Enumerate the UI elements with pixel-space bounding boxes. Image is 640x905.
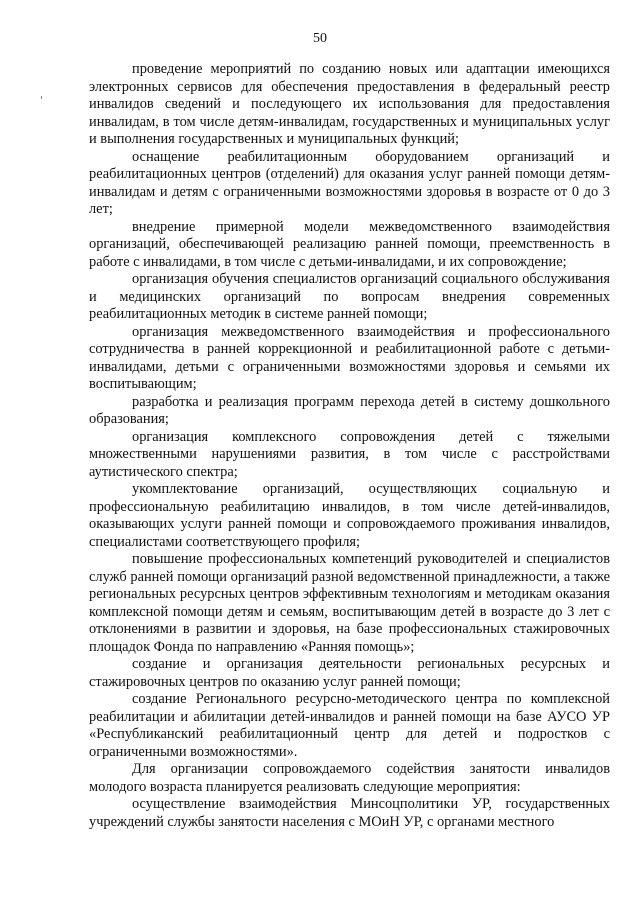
page-number: 50 <box>313 31 327 46</box>
paragraph: Для организации сопровождаемого содействия занятости инвалидов молодого возраста планируется реализовать следующие мероприятия: <box>89 761 610 795</box>
paragraph: организация обучения специалистов организаций социального обслуживания и медицинских организаций по вопросам внедрения современных реабилитационных методик в системе ранней помощи; <box>89 271 610 322</box>
paragraph: создание Регионального ресурсно-методического центра по комплексной реабилитации и абилитации детей-инвалидов и ранней помощи на базе АУСО УР «Республиканский реабилитационный центр для детей и подростков с ограниченными возможностями». <box>89 691 610 760</box>
paragraph: внедрение примерной модели межведомственного взаимодействия организаций, обеспечивающей реализацию ранней помощи, преемственность в работе с инвалидами, в том числе с детьми-инвалидами, и их сопровождение; <box>89 218 610 270</box>
paragraph: организация комплексного сопровождения детей с тяжелыми множественными нарушениями развития, в том числе с расстройствами аутистического спектра; <box>89 428 610 480</box>
paragraph: организация межведомственного взаимодействия и профессионального сотрудничества в ранней коррекционной и реабилитационной работе с детьми-инвалидами, детьми с ограниченными возможностями здоровья и семьями их воспитывающим; <box>89 323 610 392</box>
paragraph: повышение профессиональных компетенций руководителей и специалистов служб ранней помощи организаций разной ведомственной принадлежности, а также региональных ресурсных центров эффективным технологиям и методикам оказания комплексной помощи детям и семьям, воспитывающим детей в возрасте до 3 лет с отклонениями в развитии и здоровья, на базе профессиональных стажировочных площадок Фонда по направлению «Ранняя помощь»; <box>89 551 610 655</box>
paragraph: осуществление взаимодействия Минсоцполитики УР, государственных учреждений службы занятости населения с МОиН УР, с органами местного <box>89 796 610 830</box>
paragraph: создание и организация деятельности региональных ресурсных и стажировочных центров по оказанию услуг ранней помощи; <box>89 656 610 690</box>
paragraph: проведение мероприятий по созданию новых или адаптации имеющихся электронных сервисов для обеспечения предоставления в федеральный реестр инвалидов сведений и последующего их использования для предоставления инвалидам, в том числе детям-инвалидам, государственных и муниципальных услуг и выполнения государственных и муниципальных функций; <box>89 61 610 147</box>
document-body <box>89 61 610 831</box>
margin-mark <box>41 96 42 99</box>
paragraph: укомплектование организаций, осуществляющих социальную и профессиональную реабилитацию инвалидов, в том числе детей-инвалидов, оказывающих услуги ранней помощи и сопровождаемого проживания инвалидов, специалистами соответствующего профиля; <box>89 481 610 550</box>
paragraph: разработка и реализация программ перехода детей в систему дошкольного образования; <box>89 393 610 427</box>
paragraph: оснащение реабилитационным оборудованием организаций и реабилитационных центров (отделений) для оказания услуг ранней помощи детям-инвалидам и детям с ограниченными возможностями здоровья в возрасте от 0 до 3 лет; <box>89 148 610 217</box>
